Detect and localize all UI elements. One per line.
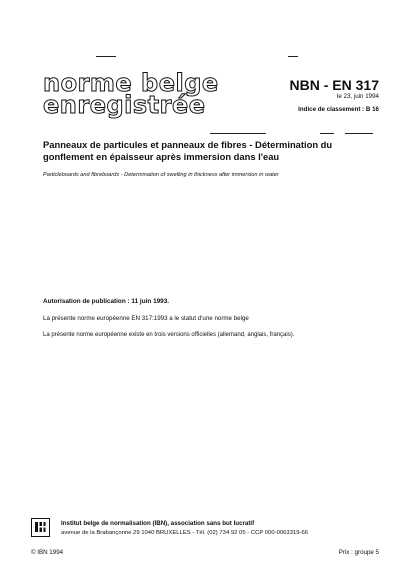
title-rule-2 bbox=[320, 133, 334, 134]
title-rule-1 bbox=[210, 133, 266, 134]
institute-address: avenue de la Brabançonne 29 1040 BRUXELLES - Tél. (02) 734 92 05 - CCP 000-0063319-66 bbox=[61, 530, 309, 536]
language-versions: La présente norme européenne existe en trois versions officielles (allemand, anglais, français). bbox=[43, 332, 295, 338]
status-statement: La présente norme européenne EN 317:1993 a le statut d'une norme belge bbox=[43, 315, 249, 322]
ibn-logo bbox=[31, 518, 50, 537]
institute-name: Institut belge de normalisation (IBN), association sans but lucratif bbox=[61, 520, 255, 527]
title-rule-3 bbox=[345, 133, 373, 134]
copyright: © IBN 1994 bbox=[31, 549, 64, 556]
header-top-rule-right bbox=[288, 56, 298, 57]
header-line1: norme belge bbox=[43, 69, 219, 97]
price-group: Prix : groupe 5 bbox=[338, 549, 379, 556]
standard-number: NBN - EN 317 bbox=[289, 77, 379, 93]
classification-index: Indice de classement : B 16 bbox=[298, 106, 379, 113]
header-top-rule bbox=[96, 56, 116, 57]
title-fr-line1: Panneaux de particules et panneaux de fibres - Détermination du bbox=[43, 139, 333, 150]
edition-date: le 23, juin 1994 bbox=[337, 93, 379, 100]
title-en: Particleboards and fibreboards - Determination of swelling in thickness after immersion in water bbox=[43, 172, 279, 178]
authorization-date: Autorisation de publication : 11 juin 1993. bbox=[43, 298, 170, 305]
header-line2: enregistrée bbox=[43, 91, 206, 119]
title-fr-line2: gonflement en épaisseur après immersion dans l'eau bbox=[43, 151, 280, 162]
